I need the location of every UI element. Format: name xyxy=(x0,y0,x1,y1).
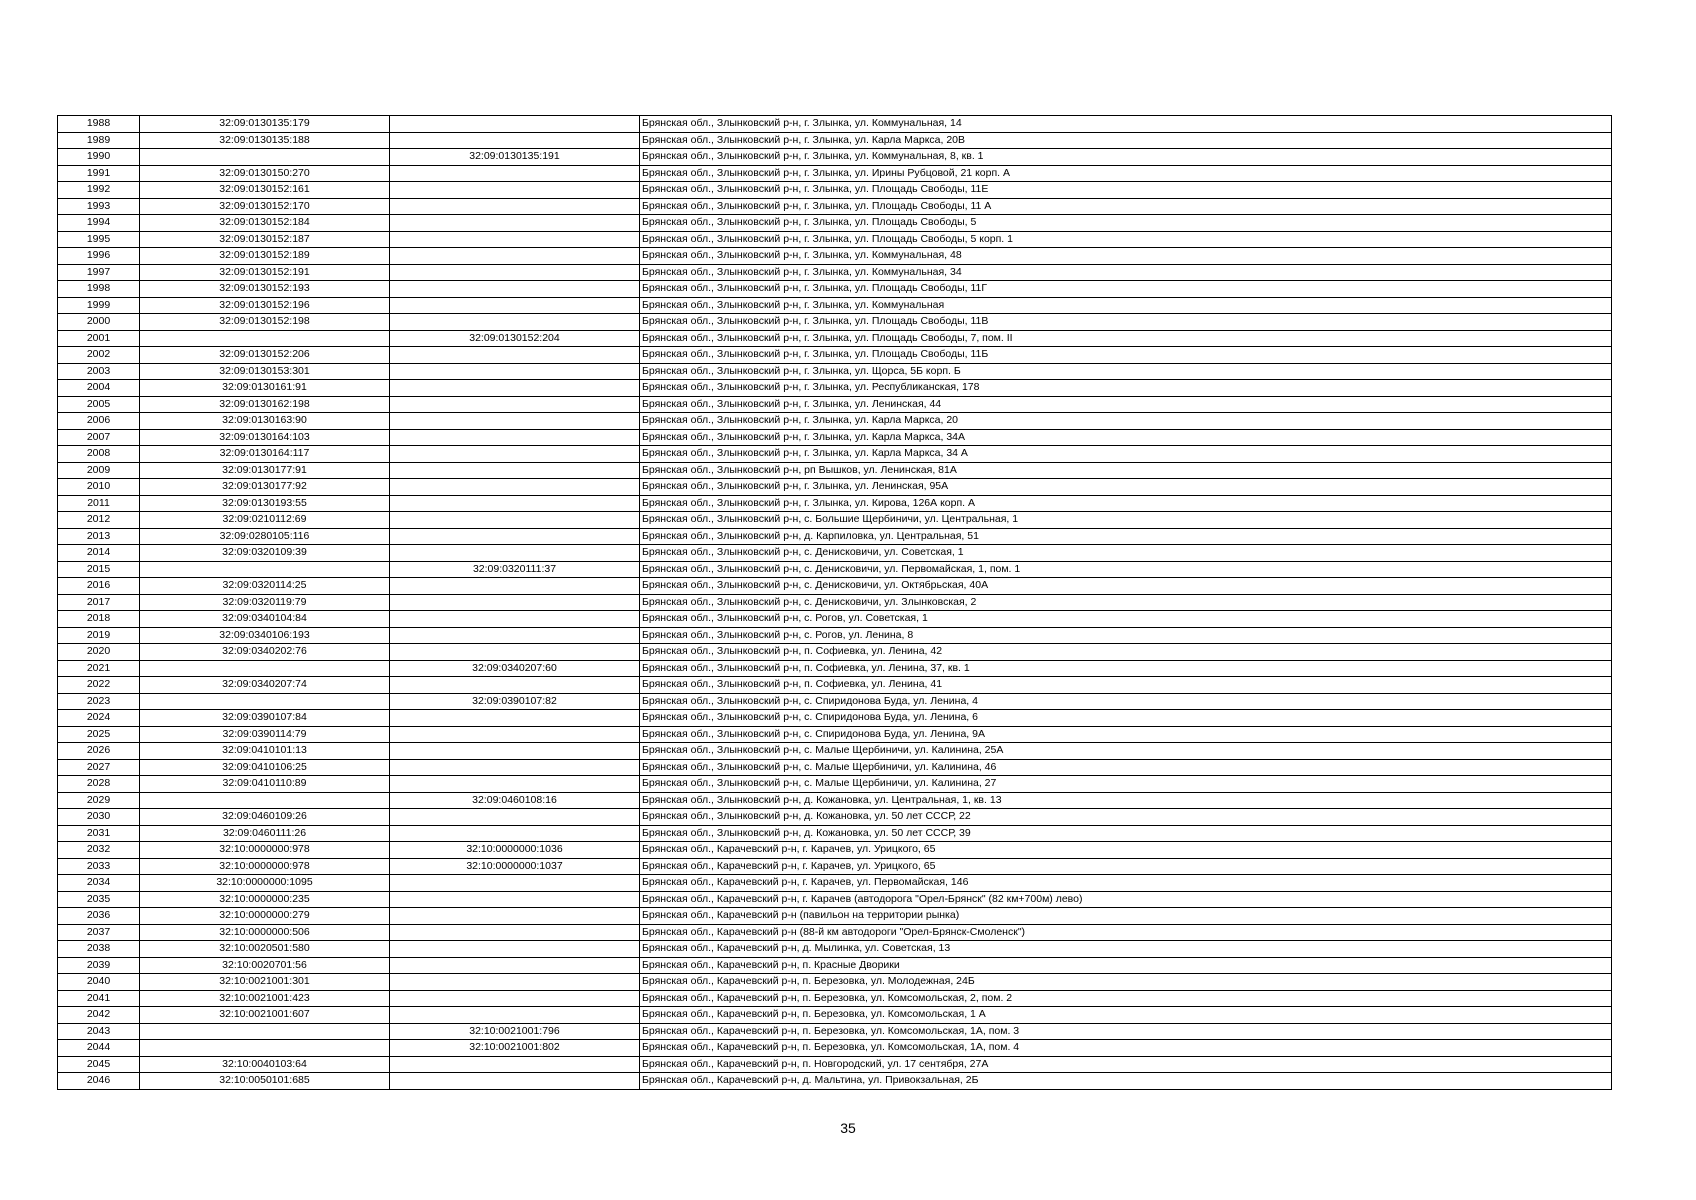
room-cadastral-number-cell xyxy=(390,809,640,826)
address-cell: Брянская обл., Карачевский р-н, г. Карачев, ул. Урицкого, 65 xyxy=(640,858,1612,875)
cadastral-number-cell: 32:10:0000000:279 xyxy=(140,908,390,925)
table-row xyxy=(58,165,1612,182)
address-cell: Брянская обл., Злынковский р-н, г. Злынка, ул. Коммунальная, 48 xyxy=(640,248,1612,265)
table-row xyxy=(58,561,1612,578)
cadastral-number-cell: 32:10:0021001:607 xyxy=(140,1007,390,1024)
address-cell: Брянская обл., Злынковский р-н, с. Денисковичи, ул. Первомайская, 1, пом. 1 xyxy=(640,561,1612,578)
cadastral-number-cell: 32:09:0130152:198 xyxy=(140,314,390,331)
table-row xyxy=(58,132,1612,149)
row-number-cell: 2023 xyxy=(58,693,140,710)
room-cadastral-number-cell xyxy=(390,495,640,512)
table-row xyxy=(58,363,1612,380)
cadastral-number-cell: 32:09:0320119:79 xyxy=(140,594,390,611)
room-cadastral-number-cell xyxy=(390,215,640,232)
cadastral-number-cell: 32:09:0460109:26 xyxy=(140,809,390,826)
table-row xyxy=(58,578,1612,595)
table-row xyxy=(58,908,1612,925)
address-cell: Брянская обл., Злынковский р-н, с. Малые Щербиничи, ул. Калинина, 25А xyxy=(640,743,1612,760)
row-number-cell: 2009 xyxy=(58,462,140,479)
cadastral-number-cell: 32:09:0410101:13 xyxy=(140,743,390,760)
row-number-cell: 2044 xyxy=(58,1040,140,1057)
room-cadastral-number-cell xyxy=(390,1007,640,1024)
table-row xyxy=(58,429,1612,446)
room-cadastral-number-cell xyxy=(390,875,640,892)
address-cell: Брянская обл., Злынковский р-н, г. Злынка, ул. Республиканская, 178 xyxy=(640,380,1612,397)
room-cadastral-number-cell xyxy=(390,231,640,248)
table-row xyxy=(58,809,1612,826)
room-cadastral-number-cell xyxy=(390,528,640,545)
row-number-cell: 2036 xyxy=(58,908,140,925)
address-cell: Брянская обл., Злынковский р-н, г. Злынка, ул. Карла Маркса, 20 xyxy=(640,413,1612,430)
room-cadastral-number-cell: 32:09:0340207:60 xyxy=(390,660,640,677)
table-row xyxy=(58,231,1612,248)
room-cadastral-number-cell xyxy=(390,380,640,397)
row-number-cell: 2021 xyxy=(58,660,140,677)
table-row xyxy=(58,660,1612,677)
room-cadastral-number-cell xyxy=(390,462,640,479)
row-number-cell: 1993 xyxy=(58,198,140,215)
room-cadastral-number-cell xyxy=(390,429,640,446)
address-cell: Брянская обл., Злынковский р-н, г. Злынка, ул. Щорса, 5Б корп. Б xyxy=(640,363,1612,380)
room-cadastral-number-cell xyxy=(390,825,640,842)
cadastral-number-cell: 32:10:0040103:64 xyxy=(140,1056,390,1073)
room-cadastral-number-cell xyxy=(390,512,640,529)
table-row xyxy=(58,330,1612,347)
row-number-cell: 2016 xyxy=(58,578,140,595)
room-cadastral-number-cell xyxy=(390,248,640,265)
cadastral-number-cell: 32:10:0000000:235 xyxy=(140,891,390,908)
table-row xyxy=(58,1040,1612,1057)
cadastral-number-cell: 32:09:0130161:91 xyxy=(140,380,390,397)
address-cell: Брянская обл., Злынковский р-н, г. Злынка, ул. Коммунальная, 8, кв. 1 xyxy=(640,149,1612,166)
room-cadastral-number-cell xyxy=(390,710,640,727)
table-row xyxy=(58,314,1612,331)
row-number-cell: 2046 xyxy=(58,1073,140,1090)
address-cell: Брянская обл., Злынковский р-н, г. Злынка, ул. Площадь Свободы, 7, пом. II xyxy=(640,330,1612,347)
registry-table xyxy=(57,115,1612,1090)
row-number-cell: 1988 xyxy=(58,116,140,133)
row-number-cell: 2042 xyxy=(58,1007,140,1024)
address-cell: Брянская обл., Злынковский р-н, г. Злынка, ул. Площадь Свободы, 5 xyxy=(640,215,1612,232)
row-number-cell: 2038 xyxy=(58,941,140,958)
cadastral-number-cell: 32:09:0130150:270 xyxy=(140,165,390,182)
address-cell: Брянская обл., Злынковский р-н, с. Денисковичи, ул. Октябрьская, 40А xyxy=(640,578,1612,595)
cadastral-number-cell: 32:09:0340106:193 xyxy=(140,627,390,644)
cadastral-number-cell: 32:09:0390107:84 xyxy=(140,710,390,727)
row-number-cell: 2019 xyxy=(58,627,140,644)
row-number-cell: 2024 xyxy=(58,710,140,727)
cadastral-number-cell: 32:09:0340104:84 xyxy=(140,611,390,628)
table-row xyxy=(58,611,1612,628)
row-number-cell: 2032 xyxy=(58,842,140,859)
room-cadastral-number-cell xyxy=(390,116,640,133)
table-row xyxy=(58,512,1612,529)
table-row xyxy=(58,891,1612,908)
cadastral-number-cell: 32:10:0020501:580 xyxy=(140,941,390,958)
cadastral-number-cell: 32:10:0021001:301 xyxy=(140,974,390,991)
table-row xyxy=(58,264,1612,281)
room-cadastral-number-cell: 32:10:0000000:1037 xyxy=(390,858,640,875)
row-number-cell: 2041 xyxy=(58,990,140,1007)
address-cell: Брянская обл., Злынковский р-н, г. Злынка, ул. Площадь Свободы, 11 А xyxy=(640,198,1612,215)
address-cell: Брянская обл., Злынковский р-н, г. Злынка, ул. Коммунальная xyxy=(640,297,1612,314)
row-number-cell: 1997 xyxy=(58,264,140,281)
cadastral-number-cell: 32:09:0130135:188 xyxy=(140,132,390,149)
table-row xyxy=(58,446,1612,463)
table-row xyxy=(58,693,1612,710)
table-row xyxy=(58,116,1612,133)
room-cadastral-number-cell: 32:09:0320111:37 xyxy=(390,561,640,578)
table-row xyxy=(58,413,1612,430)
cadastral-number-cell: 32:09:0130152:193 xyxy=(140,281,390,298)
room-cadastral-number-cell: 32:10:0021001:802 xyxy=(390,1040,640,1057)
table-row xyxy=(58,182,1612,199)
row-number-cell: 1999 xyxy=(58,297,140,314)
room-cadastral-number-cell xyxy=(390,314,640,331)
row-number-cell: 2007 xyxy=(58,429,140,446)
address-cell: Брянская обл., Злынковский р-н, с. Малые Щербиничи, ул. Калинина, 46 xyxy=(640,759,1612,776)
address-cell: Брянская обл., Злынковский р-н, д. Кожановка, ул. 50 лет СССР, 22 xyxy=(640,809,1612,826)
address-cell: Брянская обл., Злынковский р-н, г. Злынка, ул. Карла Маркса, 34 А xyxy=(640,446,1612,463)
row-number-cell: 2002 xyxy=(58,347,140,364)
room-cadastral-number-cell: 32:10:0000000:1036 xyxy=(390,842,640,859)
cadastral-number-cell: 32:09:0340202:76 xyxy=(140,644,390,661)
room-cadastral-number-cell xyxy=(390,891,640,908)
address-cell: Брянская обл., Злынковский р-н, г. Злынка, ул. Площадь Свободы, 11Б xyxy=(640,347,1612,364)
address-cell: Брянская обл., Карачевский р-н, п. Березовка, ул. Комсомольская, 1 А xyxy=(640,1007,1612,1024)
table-row xyxy=(58,941,1612,958)
address-cell: Брянская обл., Карачевский р-н, п. Новгородский, ул. 17 сентября, 27А xyxy=(640,1056,1612,1073)
room-cadastral-number-cell xyxy=(390,644,640,661)
cadastral-number-cell: 32:09:0130152:184 xyxy=(140,215,390,232)
address-cell: Брянская обл., Злынковский р-н, рп Вышков, ул. Ленинская, 81А xyxy=(640,462,1612,479)
address-cell: Брянская обл., Злынковский р-н, г. Злынка, ул. Ленинская, 44 xyxy=(640,396,1612,413)
table-row xyxy=(58,627,1612,644)
room-cadastral-number-cell xyxy=(390,743,640,760)
cadastral-number-cell: 32:10:0050101:685 xyxy=(140,1073,390,1090)
room-cadastral-number-cell: 32:09:0460108:16 xyxy=(390,792,640,809)
room-cadastral-number-cell xyxy=(390,677,640,694)
table-row xyxy=(58,1073,1612,1090)
table-row xyxy=(58,875,1612,892)
room-cadastral-number-cell xyxy=(390,611,640,628)
row-number-cell: 2025 xyxy=(58,726,140,743)
address-cell: Брянская обл., Злынковский р-н, п. Софиевка, ул. Ленина, 41 xyxy=(640,677,1612,694)
address-cell: Брянская обл., Злынковский р-н, с. Рогов, ул. Ленина, 8 xyxy=(640,627,1612,644)
table-row xyxy=(58,1007,1612,1024)
cadastral-number-cell xyxy=(140,1040,390,1057)
table-row xyxy=(58,215,1612,232)
room-cadastral-number-cell xyxy=(390,363,640,380)
room-cadastral-number-cell: 32:09:0390107:82 xyxy=(390,693,640,710)
room-cadastral-number-cell xyxy=(390,165,640,182)
cadastral-number-cell: 32:09:0130152:189 xyxy=(140,248,390,265)
address-cell: Брянская обл., Злынковский р-н, д. Кожановка, ул. 50 лет СССР, 39 xyxy=(640,825,1612,842)
cadastral-number-cell: 32:09:0130152:206 xyxy=(140,347,390,364)
table-row xyxy=(58,792,1612,809)
cadastral-number-cell: 32:09:0130162:198 xyxy=(140,396,390,413)
row-number-cell: 2040 xyxy=(58,974,140,991)
room-cadastral-number-cell xyxy=(390,413,640,430)
table-row xyxy=(58,726,1612,743)
table-row xyxy=(58,974,1612,991)
row-number-cell: 2014 xyxy=(58,545,140,562)
row-number-cell: 1998 xyxy=(58,281,140,298)
address-cell: Брянская обл., Злынковский р-н, г. Злынка, ул. Площадь Свободы, 5 корп. 1 xyxy=(640,231,1612,248)
room-cadastral-number-cell xyxy=(390,281,640,298)
room-cadastral-number-cell xyxy=(390,446,640,463)
address-cell: Брянская обл., Карачевский р-н, д. Мылинка, ул. Советская, 13 xyxy=(640,941,1612,958)
table-row xyxy=(58,495,1612,512)
address-cell: Брянская обл., Карачевский р-н, п. Березовка, ул. Комсомольская, 1А, пом. 4 xyxy=(640,1040,1612,1057)
table-row xyxy=(58,644,1612,661)
table-row xyxy=(58,1056,1612,1073)
room-cadastral-number-cell xyxy=(390,990,640,1007)
cadastral-number-cell xyxy=(140,561,390,578)
room-cadastral-number-cell xyxy=(390,974,640,991)
address-cell: Брянская обл., Злынковский р-н, с. Спиридонова Буда, ул. Ленина, 9А xyxy=(640,726,1612,743)
room-cadastral-number-cell xyxy=(390,545,640,562)
room-cadastral-number-cell xyxy=(390,1056,640,1073)
address-cell: Брянская обл., Злынковский р-н, г. Злынка, ул. Карла Маркса, 20В xyxy=(640,132,1612,149)
cadastral-number-cell xyxy=(140,1023,390,1040)
room-cadastral-number-cell xyxy=(390,198,640,215)
table-row xyxy=(58,297,1612,314)
table-row xyxy=(58,198,1612,215)
row-number-cell: 2008 xyxy=(58,446,140,463)
room-cadastral-number-cell xyxy=(390,264,640,281)
row-number-cell: 2004 xyxy=(58,380,140,397)
cadastral-number-cell: 32:09:0410106:25 xyxy=(140,759,390,776)
room-cadastral-number-cell: 32:10:0021001:796 xyxy=(390,1023,640,1040)
room-cadastral-number-cell xyxy=(390,132,640,149)
cadastral-number-cell: 32:10:0000000:978 xyxy=(140,842,390,859)
row-number-cell: 2006 xyxy=(58,413,140,430)
cadastral-number-cell xyxy=(140,149,390,166)
cadastral-number-cell: 32:09:0130152:196 xyxy=(140,297,390,314)
row-number-cell: 2030 xyxy=(58,809,140,826)
row-number-cell: 1996 xyxy=(58,248,140,265)
table-row xyxy=(58,594,1612,611)
address-cell: Брянская обл., Злынковский р-н, г. Злынка, ул. Карла Маркса, 34А xyxy=(640,429,1612,446)
table-row xyxy=(58,149,1612,166)
address-cell: Брянская обл., Карачевский р-н (88-й км автодороги "Орел-Брянск-Смоленск") xyxy=(640,924,1612,941)
cadastral-number-cell: 32:09:0130152:187 xyxy=(140,231,390,248)
table-row xyxy=(58,990,1612,1007)
row-number-cell: 2018 xyxy=(58,611,140,628)
address-cell: Брянская обл., Злынковский р-н, г. Злынка, ул. Площадь Свободы, 11Г xyxy=(640,281,1612,298)
room-cadastral-number-cell xyxy=(390,726,640,743)
cadastral-number-cell: 32:09:0460111:26 xyxy=(140,825,390,842)
cadastral-number-cell: 32:09:0320109:39 xyxy=(140,545,390,562)
address-cell: Брянская обл., Злынковский р-н, с. Большие Щербиничи, ул. Центральная, 1 xyxy=(640,512,1612,529)
table-row xyxy=(58,479,1612,496)
table-row xyxy=(58,347,1612,364)
table-row xyxy=(58,528,1612,545)
row-number-cell: 2015 xyxy=(58,561,140,578)
row-number-cell: 2013 xyxy=(58,528,140,545)
cadastral-number-cell: 32:09:0320114:25 xyxy=(140,578,390,595)
table-row xyxy=(58,825,1612,842)
cadastral-number-cell xyxy=(140,330,390,347)
address-cell: Брянская обл., Злынковский р-н, г. Злынка, ул. Ленинская, 95А xyxy=(640,479,1612,496)
row-number-cell: 2020 xyxy=(58,644,140,661)
cadastral-number-cell: 32:09:0410110:89 xyxy=(140,776,390,793)
room-cadastral-number-cell xyxy=(390,1073,640,1090)
row-number-cell: 2034 xyxy=(58,875,140,892)
address-cell: Брянская обл., Злынковский р-н, д. Карпиловка, ул. Центральная, 51 xyxy=(640,528,1612,545)
row-number-cell: 2029 xyxy=(58,792,140,809)
row-number-cell: 2031 xyxy=(58,825,140,842)
row-number-cell: 1991 xyxy=(58,165,140,182)
address-cell: Брянская обл., Злынковский р-н, г. Злынка, ул. Ирины Рубцовой, 21 корп. А xyxy=(640,165,1612,182)
row-number-cell: 2045 xyxy=(58,1056,140,1073)
address-cell: Брянская обл., Злынковский р-н, г. Злынка, ул. Коммунальная, 34 xyxy=(640,264,1612,281)
table-row xyxy=(58,858,1612,875)
page-number: 35 xyxy=(840,1120,856,1136)
room-cadastral-number-cell: 32:09:0130135:191 xyxy=(390,149,640,166)
room-cadastral-number-cell xyxy=(390,594,640,611)
room-cadastral-number-cell xyxy=(390,182,640,199)
table-row xyxy=(58,545,1612,562)
cadastral-number-cell: 32:10:0000000:506 xyxy=(140,924,390,941)
row-number-cell: 1992 xyxy=(58,182,140,199)
address-cell: Брянская обл., Злынковский р-н, с. Денисковичи, ул. Советская, 1 xyxy=(640,545,1612,562)
table-row xyxy=(58,1023,1612,1040)
cadastral-number-cell xyxy=(140,693,390,710)
address-cell: Брянская обл., Карачевский р-н, г. Карачев, ул. Первомайская, 146 xyxy=(640,875,1612,892)
table-row xyxy=(58,248,1612,265)
row-number-cell: 2010 xyxy=(58,479,140,496)
address-cell: Брянская обл., Карачевский р-н, п. Березовка, ул. Молодежная, 24Б xyxy=(640,974,1612,991)
row-number-cell: 2035 xyxy=(58,891,140,908)
cadastral-number-cell: 32:09:0130152:191 xyxy=(140,264,390,281)
row-number-cell: 1995 xyxy=(58,231,140,248)
table-row xyxy=(58,396,1612,413)
address-cell: Брянская обл., Карачевский р-н, п. Красные Дворики xyxy=(640,957,1612,974)
room-cadastral-number-cell: 32:09:0130152:204 xyxy=(390,330,640,347)
address-cell: Брянская обл., Злынковский р-н, д. Кожановка, ул. Центральная, 1, кв. 13 xyxy=(640,792,1612,809)
cadastral-number-cell: 32:09:0130177:91 xyxy=(140,462,390,479)
address-cell: Брянская обл., Злынковский р-н, г. Злынка, ул. Площадь Свободы, 11В xyxy=(640,314,1612,331)
cadastral-number-cell: 32:09:0130153:301 xyxy=(140,363,390,380)
cadastral-number-cell: 32:09:0130193:55 xyxy=(140,495,390,512)
room-cadastral-number-cell xyxy=(390,759,640,776)
table-row xyxy=(58,759,1612,776)
cadastral-number-cell: 32:09:0130164:103 xyxy=(140,429,390,446)
table-row xyxy=(58,677,1612,694)
table-row xyxy=(58,842,1612,859)
cadastral-number-cell: 32:09:0390114:79 xyxy=(140,726,390,743)
room-cadastral-number-cell xyxy=(390,957,640,974)
cadastral-number-cell xyxy=(140,792,390,809)
room-cadastral-number-cell xyxy=(390,627,640,644)
row-number-cell: 2012 xyxy=(58,512,140,529)
cadastral-number-cell: 32:09:0130135:179 xyxy=(140,116,390,133)
address-cell: Брянская обл., Злынковский р-н, г. Злынка, ул. Площадь Свободы, 11Е xyxy=(640,182,1612,199)
room-cadastral-number-cell xyxy=(390,396,640,413)
address-cell: Брянская обл., Злынковский р-н, с. Спиридонова Буда, ул. Ленина, 6 xyxy=(640,710,1612,727)
address-cell: Брянская обл., Злынковский р-н, п. Софиевка, ул. Ленина, 37, кв. 1 xyxy=(640,660,1612,677)
row-number-cell: 2026 xyxy=(58,743,140,760)
row-number-cell: 1990 xyxy=(58,149,140,166)
address-cell: Брянская обл., Карачевский р-н, г. Карачев (автодорога "Орел-Брянск" (82 км+700м) лево) xyxy=(640,891,1612,908)
row-number-cell: 2027 xyxy=(58,759,140,776)
room-cadastral-number-cell xyxy=(390,776,640,793)
address-cell: Брянская обл., Злынковский р-н, с. Малые Щербиничи, ул. Калинина, 27 xyxy=(640,776,1612,793)
cadastral-number-cell xyxy=(140,660,390,677)
address-cell: Брянская обл., Карачевский р-н, п. Березовка, ул. Комсомольская, 1А, пом. 3 xyxy=(640,1023,1612,1040)
table-row xyxy=(58,710,1612,727)
address-cell: Брянская обл., Злынковский р-н, п. Софиевка, ул. Ленина, 42 xyxy=(640,644,1612,661)
address-cell: Брянская обл., Карачевский р-н, п. Березовка, ул. Комсомольская, 2, пом. 2 xyxy=(640,990,1612,1007)
row-number-cell: 2011 xyxy=(58,495,140,512)
row-number-cell: 2017 xyxy=(58,594,140,611)
row-number-cell: 2043 xyxy=(58,1023,140,1040)
table-row xyxy=(58,380,1612,397)
table-row xyxy=(58,462,1612,479)
row-number-cell: 2039 xyxy=(58,957,140,974)
cadastral-number-cell: 32:10:0021001:423 xyxy=(140,990,390,1007)
address-cell: Брянская обл., Злынковский р-н, с. Рогов, ул. Советская, 1 xyxy=(640,611,1612,628)
address-cell: Брянская обл., Злынковский р-н, г. Злынка, ул. Кирова, 126А корп. А xyxy=(640,495,1612,512)
row-number-cell: 2000 xyxy=(58,314,140,331)
room-cadastral-number-cell xyxy=(390,908,640,925)
address-cell: Брянская обл., Карачевский р-н, д. Мальтина, ул. Привокзальная, 2Б xyxy=(640,1073,1612,1090)
table-row xyxy=(58,924,1612,941)
cadastral-number-cell: 32:09:0130164:117 xyxy=(140,446,390,463)
room-cadastral-number-cell xyxy=(390,297,640,314)
address-cell: Брянская обл., Карачевский р-н, г. Карачев, ул. Урицкого, 65 xyxy=(640,842,1612,859)
registry-table-body xyxy=(58,116,1612,1090)
cadastral-number-cell: 32:10:0000000:1095 xyxy=(140,875,390,892)
cadastral-number-cell: 32:09:0130152:161 xyxy=(140,182,390,199)
cadastral-number-cell: 32:09:0130152:170 xyxy=(140,198,390,215)
address-cell: Брянская обл., Злынковский р-н, с. Спиридонова Буда, ул. Ленина, 4 xyxy=(640,693,1612,710)
cadastral-number-cell: 32:09:0130163:90 xyxy=(140,413,390,430)
table-row xyxy=(58,957,1612,974)
cadastral-number-cell: 32:09:0280105:116 xyxy=(140,528,390,545)
cadastral-number-cell: 32:09:0210112:69 xyxy=(140,512,390,529)
cadastral-number-cell: 32:09:0340207:74 xyxy=(140,677,390,694)
room-cadastral-number-cell xyxy=(390,578,640,595)
row-number-cell: 2003 xyxy=(58,363,140,380)
address-cell: Брянская обл., Злынковский р-н, г. Злынка, ул. Коммунальная, 14 xyxy=(640,116,1612,133)
cadastral-number-cell: 32:10:0020701:56 xyxy=(140,957,390,974)
row-number-cell: 2001 xyxy=(58,330,140,347)
row-number-cell: 2037 xyxy=(58,924,140,941)
table-row xyxy=(58,776,1612,793)
table-row xyxy=(58,281,1612,298)
row-number-cell: 1989 xyxy=(58,132,140,149)
row-number-cell: 2033 xyxy=(58,858,140,875)
room-cadastral-number-cell xyxy=(390,347,640,364)
cadastral-number-cell: 32:10:0000000:978 xyxy=(140,858,390,875)
address-cell: Брянская обл., Карачевский р-н (павильон на территории рынка) xyxy=(640,908,1612,925)
cadastral-number-cell: 32:09:0130177:92 xyxy=(140,479,390,496)
row-number-cell: 2022 xyxy=(58,677,140,694)
room-cadastral-number-cell xyxy=(390,924,640,941)
row-number-cell: 2005 xyxy=(58,396,140,413)
table-row xyxy=(58,743,1612,760)
address-cell: Брянская обл., Злынковский р-н, с. Денисковичи, ул. Злынковская, 2 xyxy=(640,594,1612,611)
room-cadastral-number-cell xyxy=(390,479,640,496)
row-number-cell: 1994 xyxy=(58,215,140,232)
row-number-cell: 2028 xyxy=(58,776,140,793)
room-cadastral-number-cell xyxy=(390,941,640,958)
